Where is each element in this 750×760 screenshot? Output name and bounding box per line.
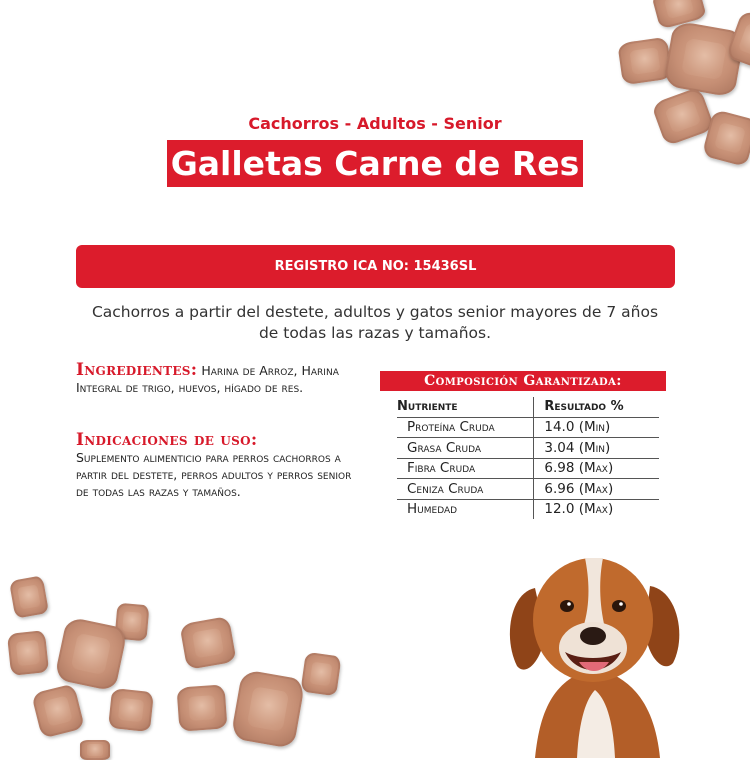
- table-row: [397, 417, 659, 438]
- composicion-table: [397, 397, 659, 519]
- dog-image: [495, 548, 695, 758]
- col-nutriente: Nutriente: [397, 397, 534, 417]
- resultado-cell: 6.98 (Max): [534, 458, 659, 479]
- biscuit-image: [300, 652, 341, 697]
- resultado-cell: 6.96 (Max): [534, 479, 659, 500]
- nutriente-cell: Ceniza Cruda: [397, 479, 534, 500]
- col-resultado: Resultado %: [534, 397, 659, 417]
- ingredientes-label: Ingredientes:: [76, 360, 198, 380]
- biscuit-image: [54, 616, 128, 691]
- biscuit-image: [108, 688, 154, 732]
- page-title: Galletas Carne de Res: [167, 140, 583, 187]
- resultado-cell: 14.0 (Min): [534, 417, 659, 438]
- composicion-title: Composición Garantizada:: [380, 371, 666, 391]
- biscuit-image: [617, 37, 672, 86]
- table-row: [397, 479, 659, 500]
- biscuit-image: [177, 684, 228, 731]
- indicaciones-text: Suplemento alimenticio para perros cachorros a partir del destete, perros adultos y perros senior de todas las razas y tamaños.: [76, 450, 352, 499]
- registro-banner: REGISTRO ICA NO: 15436SL: [76, 245, 675, 288]
- biscuit-image: [80, 740, 110, 760]
- biscuit-image: [7, 630, 49, 676]
- resultado-cell: 12.0 (Max): [534, 499, 659, 519]
- intro-text: Cachorros a partir del destete, adultos y gatos senior mayores de 7 años de todas las razas y tamaños.: [91, 303, 659, 342]
- table-row: [397, 458, 659, 479]
- indicaciones-label: Indicaciones de uso:: [76, 430, 258, 450]
- nutriente-cell: Fibra Cruda: [397, 458, 534, 479]
- ingredientes-text: Harina de Arroz, Harina Integral de trigo, huevos, hígado de res.: [76, 363, 339, 395]
- nutriente-cell: Humedad: [407, 501, 458, 518]
- indicaciones-section: [76, 432, 366, 500]
- biscuit-image: [179, 616, 236, 670]
- resultado-cell: 3.04 (Min): [534, 438, 659, 459]
- nutriente-cell: Proteína Cruda: [397, 417, 534, 438]
- biscuit-image: [230, 669, 305, 749]
- ingredientes-section: [76, 362, 366, 396]
- biscuit-image: [9, 575, 49, 618]
- nutriente-cell: Grasa Cruda: [397, 438, 534, 459]
- subtitle: Cachorros - Adultos - Senior: [248, 114, 502, 133]
- table-row: [397, 499, 659, 519]
- biscuit-image: [31, 683, 85, 738]
- table-header-row: [397, 397, 659, 417]
- table-row: [397, 438, 659, 459]
